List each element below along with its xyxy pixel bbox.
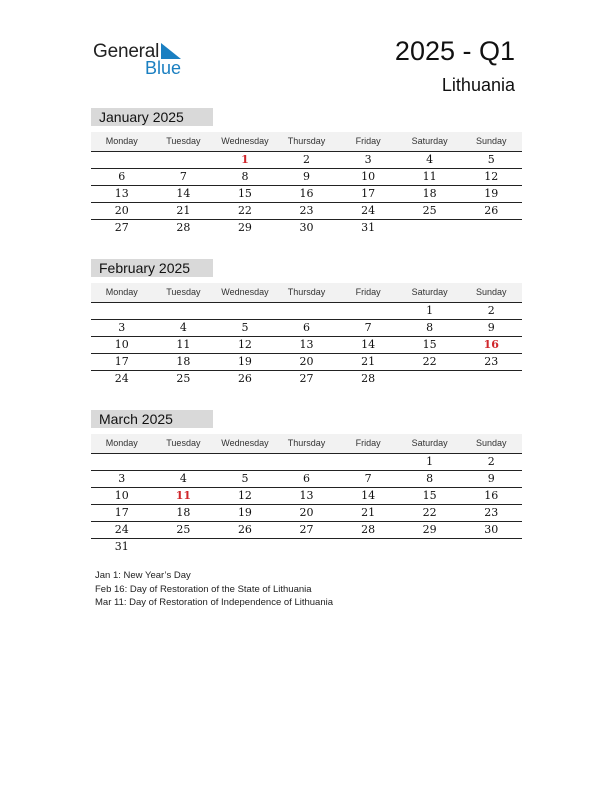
- weekday-header: Tuesday: [166, 287, 201, 297]
- day-cell: 12: [484, 170, 499, 183]
- day-cell: 19: [237, 355, 252, 368]
- day-cell: 25: [176, 372, 191, 385]
- weekday-header: Tuesday: [166, 136, 201, 146]
- month-january: [91, 108, 522, 236]
- day-cell: 19: [484, 187, 499, 200]
- day-cell: 22: [237, 204, 252, 217]
- logo-blue-text: Blue: [145, 58, 182, 78]
- day-cell: 28: [361, 523, 376, 536]
- day-cell: 7: [364, 472, 372, 485]
- holiday-note: Jan 1: New Year’s Day: [95, 570, 191, 581]
- day-cell: 6: [118, 170, 126, 183]
- day-cell: 12: [237, 489, 252, 502]
- day-cell: 9: [303, 170, 311, 183]
- day-cell: [214, 539, 276, 555]
- day-cell: [91, 303, 153, 319]
- holiday-notes: [95, 569, 333, 610]
- day-cell: [91, 152, 153, 168]
- day-cell: 3: [118, 472, 126, 485]
- day-cell: 21: [361, 506, 376, 519]
- day-cell: 14: [361, 489, 376, 502]
- week-row: [91, 454, 522, 471]
- week-row: [91, 220, 522, 236]
- day-cell: 8: [426, 472, 434, 485]
- day-cell: 22: [422, 355, 437, 368]
- day-cell: 31: [361, 221, 376, 234]
- weekday-header: Saturday: [411, 287, 448, 297]
- day-cell: 13: [299, 489, 314, 502]
- day-cell: 4: [426, 153, 434, 166]
- week-row: [91, 371, 522, 387]
- day-cell: 26: [237, 372, 252, 385]
- day-cell: 27: [299, 372, 314, 385]
- day-cell: 13: [299, 338, 314, 351]
- weekday-header: Monday: [105, 136, 138, 146]
- day-cell: 7: [364, 321, 372, 334]
- month-label: January 2025: [91, 108, 213, 126]
- day-cell: 13: [114, 187, 129, 200]
- weekday-header: Sunday: [475, 438, 507, 448]
- week-row: [91, 539, 522, 555]
- day-cell: 25: [422, 204, 437, 217]
- day-cell: [91, 454, 153, 470]
- day-cell: 29: [422, 523, 437, 536]
- day-cell: 20: [299, 355, 314, 368]
- holiday-day-cell: 16: [483, 338, 499, 351]
- weekday-header: Thursday: [287, 136, 326, 146]
- country-label: Lithuania: [441, 75, 515, 95]
- day-cell: 18: [176, 355, 191, 368]
- weekday-header: Tuesday: [166, 438, 201, 448]
- day-cell: 4: [179, 472, 187, 485]
- holiday-day-cell: 1: [241, 153, 249, 166]
- weekday-header: Sunday: [475, 136, 507, 146]
- day-cell: 29: [237, 221, 252, 234]
- weekday-header-row: [91, 434, 522, 454]
- week-row: [91, 203, 522, 220]
- day-cell: 20: [299, 506, 314, 519]
- week-row: [91, 186, 522, 203]
- day-cell: 20: [114, 204, 129, 217]
- logo-general-text: General: [93, 41, 160, 62]
- day-cell: 11: [176, 338, 191, 351]
- day-cell: [399, 220, 461, 236]
- day-cell: 15: [237, 187, 252, 200]
- logo: [93, 40, 193, 80]
- weekday-header: Sunday: [475, 287, 507, 297]
- day-cell: [276, 539, 338, 555]
- day-cell: 7: [179, 170, 187, 183]
- day-cell: 19: [237, 506, 252, 519]
- month-label: February 2025: [91, 259, 213, 277]
- day-cell: 24: [114, 523, 129, 536]
- week-row: [91, 488, 522, 505]
- day-cell: 9: [487, 321, 495, 334]
- day-cell: 8: [241, 170, 249, 183]
- day-cell: 31: [114, 540, 129, 553]
- weekday-header: Saturday: [411, 438, 448, 448]
- day-cell: 26: [237, 523, 252, 536]
- day-cell: 23: [484, 355, 499, 368]
- day-cell: 6: [303, 472, 311, 485]
- day-cell: 17: [361, 187, 376, 200]
- day-cell: 16: [299, 187, 314, 200]
- day-cell: 10: [114, 338, 129, 351]
- week-row: [91, 169, 522, 186]
- day-cell: [153, 303, 215, 319]
- day-cell: 15: [422, 489, 437, 502]
- weekday-header: Saturday: [411, 136, 448, 146]
- day-cell: 23: [299, 204, 314, 217]
- day-cell: 5: [241, 321, 249, 334]
- page-title: 2025 - Q1: [394, 36, 515, 66]
- day-cell: 16: [484, 489, 499, 502]
- day-cell: [460, 539, 522, 555]
- logo-triangle-icon: [161, 43, 181, 59]
- day-cell: [276, 303, 338, 319]
- day-cell: 2: [487, 455, 495, 468]
- month-march: [91, 410, 522, 555]
- day-cell: 27: [114, 221, 129, 234]
- day-cell: [153, 539, 215, 555]
- weekday-header-row: [91, 132, 522, 152]
- holiday-day-cell: 11: [175, 489, 192, 502]
- day-cell: 14: [176, 187, 191, 200]
- day-cell: [399, 539, 461, 555]
- week-row: [91, 337, 522, 354]
- week-row: [91, 354, 522, 371]
- day-cell: [153, 152, 215, 168]
- day-cell: [337, 454, 399, 470]
- day-cell: 1: [426, 455, 434, 468]
- weekday-header: Monday: [105, 438, 138, 448]
- day-cell: 8: [426, 321, 434, 334]
- weekday-header-row: [91, 283, 522, 303]
- day-cell: 6: [303, 321, 311, 334]
- day-cell: 30: [484, 523, 499, 536]
- holiday-note: Feb 16: Day of Restoration of the State of Lithuania: [95, 583, 312, 595]
- day-cell: 5: [487, 153, 495, 166]
- day-cell: 3: [118, 321, 126, 334]
- month-label: March 2025: [91, 410, 213, 428]
- day-cell: 28: [176, 221, 191, 234]
- day-cell: 26: [484, 204, 499, 217]
- day-cell: [214, 454, 276, 470]
- day-cell: [153, 454, 215, 470]
- week-row: [91, 152, 522, 169]
- day-cell: 17: [114, 355, 129, 368]
- holiday-note: Mar 11: Day of Restoration of Independence of Lithuania: [95, 597, 334, 608]
- day-cell: 10: [361, 170, 376, 183]
- weekday-header: Thursday: [287, 438, 326, 448]
- weekday-header: Friday: [355, 136, 381, 146]
- day-cell: 9: [487, 472, 495, 485]
- day-cell: 2: [303, 153, 311, 166]
- weekday-header: Thursday: [287, 287, 326, 297]
- day-cell: 2: [487, 304, 495, 317]
- day-cell: 14: [361, 338, 376, 351]
- day-cell: 18: [176, 506, 191, 519]
- weekday-header: Friday: [355, 287, 381, 297]
- day-cell: 25: [176, 523, 191, 536]
- day-cell: [214, 303, 276, 319]
- day-cell: 24: [114, 372, 129, 385]
- day-cell: 21: [176, 204, 191, 217]
- week-row: [91, 471, 522, 488]
- day-cell: 10: [114, 489, 129, 502]
- week-row: [91, 522, 522, 539]
- day-cell: 12: [237, 338, 252, 351]
- day-cell: 3: [364, 153, 372, 166]
- day-cell: [399, 371, 461, 387]
- day-cell: 17: [114, 506, 129, 519]
- day-cell: 1: [426, 304, 434, 317]
- week-row: [91, 303, 522, 320]
- day-cell: 24: [361, 204, 376, 217]
- day-cell: 22: [422, 506, 437, 519]
- weekday-header: Wednesday: [221, 287, 269, 297]
- day-cell: [276, 454, 338, 470]
- day-cell: [460, 220, 522, 236]
- week-row: [91, 320, 522, 337]
- day-cell: 23: [484, 506, 499, 519]
- day-cell: [460, 371, 522, 387]
- day-cell: 21: [361, 355, 376, 368]
- day-cell: 30: [299, 221, 314, 234]
- day-cell: 5: [241, 472, 249, 485]
- day-cell: 27: [299, 523, 314, 536]
- day-cell: 15: [422, 338, 437, 351]
- day-cell: [337, 303, 399, 319]
- day-cell: 11: [422, 170, 437, 183]
- week-row: [91, 505, 522, 522]
- weekday-header: Monday: [105, 287, 138, 297]
- weekday-header: Wednesday: [221, 136, 269, 146]
- day-cell: 28: [361, 372, 376, 385]
- day-cell: [337, 539, 399, 555]
- weekday-header: Wednesday: [221, 438, 269, 448]
- day-cell: 18: [422, 187, 437, 200]
- day-cell: 4: [179, 321, 187, 334]
- month-february: [91, 259, 522, 387]
- weekday-header: Friday: [355, 438, 381, 448]
